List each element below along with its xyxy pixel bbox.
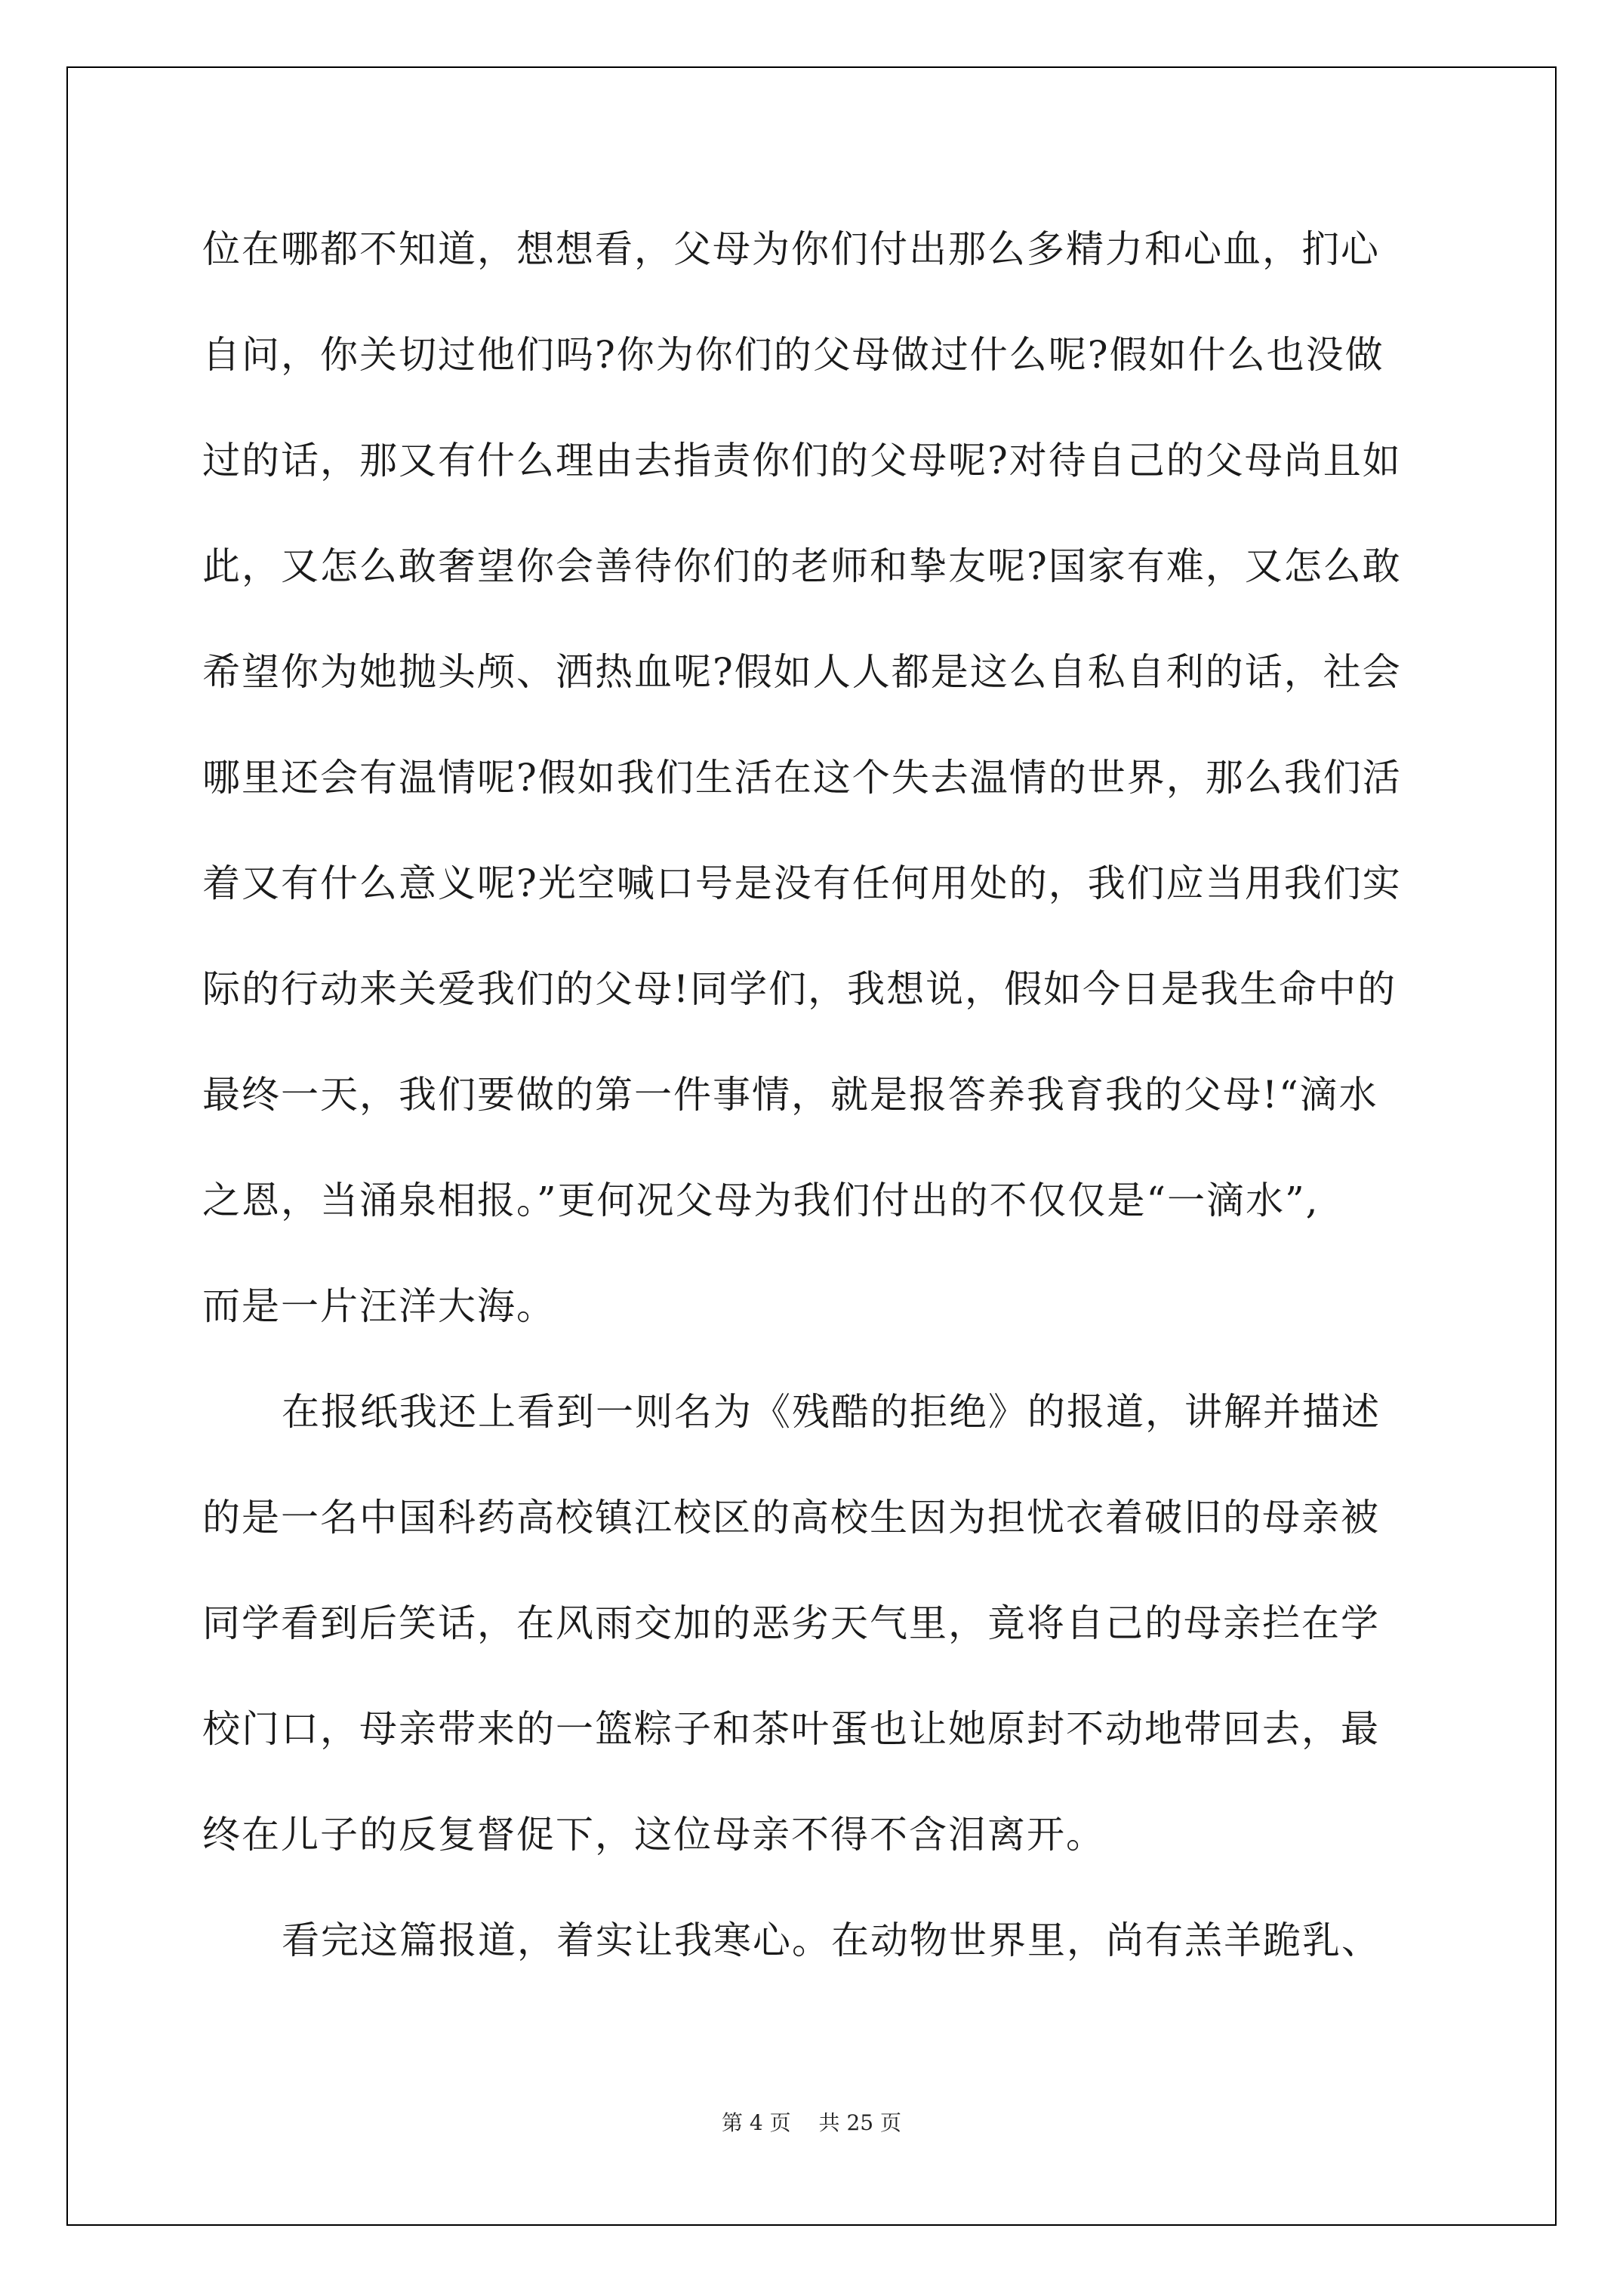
text-line: 自问，你关切过他们吗?你为你们的父母做过什么呢?假如什么也没做 <box>202 333 1384 377</box>
page-footer <box>0 2106 1623 2137</box>
text-line: 之恩，当涌泉相报。”更何况父母为我们付出的不仅仅是“一滴水”, <box>202 1179 1320 1222</box>
text-line: 同学看到后笑话，在风雨交加的恶劣天气里，竟将自己的母亲拦在学 <box>202 1601 1380 1645</box>
text-line: 着又有什么意义呢?光空喊口号是没有任何用处的，我们应当用我们实 <box>202 861 1402 905</box>
page-total: 共 25 页 <box>818 2110 901 2135</box>
page-number: 第 4 页 <box>722 2110 791 2135</box>
text-line: 此，又怎么敢奢望你会善待你们的老师和挚友呢?国家有难，又怎么敢 <box>202 544 1402 588</box>
paragraph-start-line: 在报纸我还上看到一则名为《残酷的拒绝》的报道，讲解并描述 <box>282 1390 1381 1434</box>
paragraph-start-line: 看完这篇报道，着实让我寒心。在动物世界里，尚有羔羊跪乳、 <box>282 1918 1381 1962</box>
text-line: 位在哪都不知道，想想看，父母为你们付出那么多精力和心血，扪心 <box>202 227 1380 271</box>
text-line: 的是一名中国科药高校镇江校区的高校生因为担忧衣着破旧的母亲被 <box>202 1496 1380 1539</box>
text-line: 终在儿子的反复督促下，这位母亲不得不含泪离开。 <box>202 1813 1105 1857</box>
text-line: 校门口，母亲带来的一篮粽子和茶叶蛋也让她原封不动地带回去，最 <box>202 1707 1380 1751</box>
text-line: 际的行动来关爱我们的父母!同学们，我想说，假如今日是我生命中的 <box>202 967 1397 1011</box>
text-line: 过的话，那又有什么理由去指责你们的父母呢?对待自己的父母尚且如 <box>202 439 1402 482</box>
document-body <box>202 219 1431 2016</box>
text-line: 希望你为她抛头颅、洒热血呢?假如人人都是这么自私自利的话，社会 <box>202 650 1402 694</box>
text-line: 而是一片汪洋大海。 <box>202 1284 556 1328</box>
text-line: 最终一天，我们要做的第一件事情，就是报答养我育我的父母!“滴水 <box>202 1073 1378 1117</box>
text-line: 哪里还会有温情呢?假如我们生活在这个失去温情的世界，那么我们活 <box>202 756 1402 800</box>
